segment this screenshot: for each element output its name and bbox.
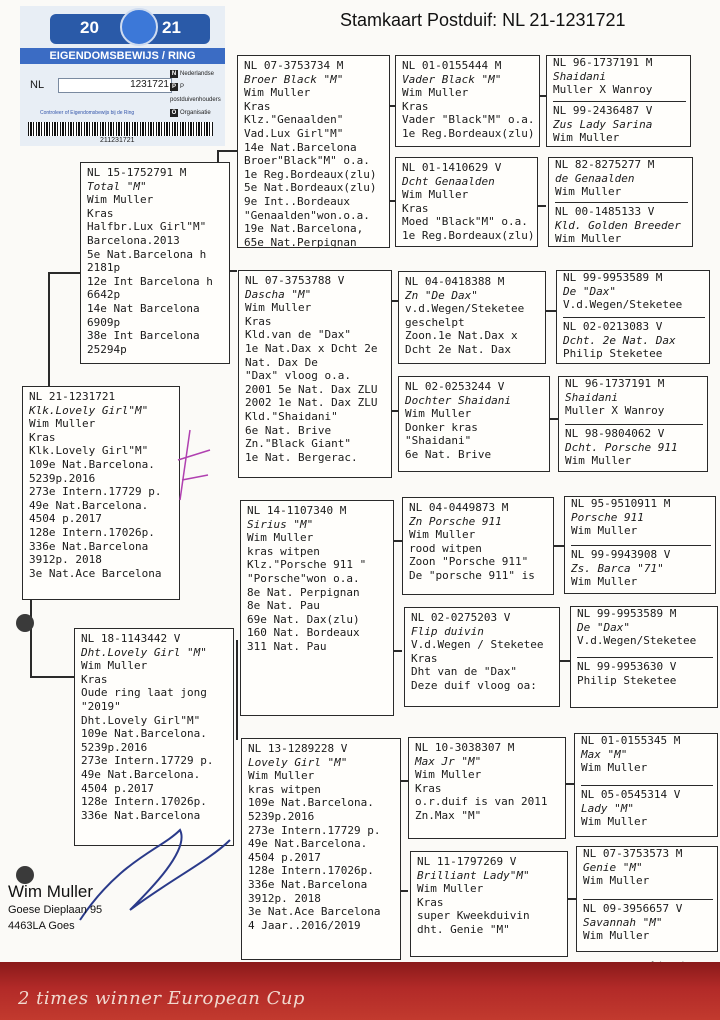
ancestor-pair-box: NL 07-3753573 M Genie "M" Wim Muller NL 09-3956657 V Savannah "M" Wim Muller xyxy=(576,846,718,952)
organisation-logo xyxy=(120,8,158,46)
barcode-number: 211231721 xyxy=(100,137,135,144)
ring-card-band: EIGENDOMSBEWIJS / RING xyxy=(20,48,225,64)
handwritten-signature xyxy=(60,820,240,940)
breeder-address: Goese Dieplaan 95 xyxy=(8,904,103,916)
paternal-grandsire-box: NL 07-3753734 M Broer Black "M" Wim Muller Kras Klz."Genaalden" Vad.Lux Girl"M" 14e Nat.Barcelona Broer"Black"M" o.a. 1e Reg.Bordeaux(zlu) 5e Nat.Bordeaux(zlu) 9e Int..Bordeaux "Genaalden"won.o.a. 19e Nat.Barcelona, 65e Nat.Perpignan xyxy=(237,55,390,248)
ring-number: NL 18-1143442 V xyxy=(81,632,181,645)
ring-card-country: NL xyxy=(30,79,45,91)
ring-card-note: Controleer of Eigendomsbewijs bij de Ring xyxy=(40,110,135,116)
breeder-city: 4463LA Goes xyxy=(8,920,75,932)
paternal-granddam-box: NL 07-3753788 V Dascha "M" Wim Muller Kras Kld.van de "Dax" 1e Nat.Dax x Dcht 2e Nat. Dax De "Dax" vloog o.a. 2001 5e Nat. Dax ZLU 2002 1e Nat. Dax ZLU Kld."Shaidani" 6e Nat. Brive Zn."Black Giant" 1e Nat. Bergerac. xyxy=(238,270,392,478)
ancestor-fmf-box: NL 04-0418388 M Zn "De Dax" v.d.Wegen/Steketee geschelpt Zoon.1e Nat.Dax x Dcht 2e Nat. Dax xyxy=(398,271,546,364)
ring-year-left: 20 xyxy=(80,18,99,37)
ring-card-number: 1231721 xyxy=(58,78,172,93)
page-title: Stamkaart Postduif: NL 21-1231721 xyxy=(340,10,626,30)
footer-slogan: 2 times winner European Cup xyxy=(18,988,305,1009)
punch-hole xyxy=(16,614,34,632)
pigeon-name: Dht.Lovely Girl "M" xyxy=(81,645,207,659)
ancestor-fff-box: NL 01-0155444 M Vader Black "M" Wim Muller Kras Vader "Black"M" o.a. 1e Reg.Bordeaux(zlu) xyxy=(395,55,540,147)
ancestor-ffm-box: NL 01-1410629 V Dcht Genaalden Wim Muller Kras Moed "Black"M" o.a. 1e Reg.Bordeaux(zlu) xyxy=(395,157,538,247)
ancestor-mmm-box: NL 11-1797269 V Brilliant Lady"M" Wim Muller Kras super Kweekduivin dht. Genie "M" xyxy=(410,851,568,957)
ring-number: NL 21-1231721 xyxy=(29,390,116,403)
ring-year-right: 21 xyxy=(162,18,181,37)
mother-box: NL 18-1143442 V Dht.Lovely Girl "M" Wim Muller Kras Oude ring laat jong "2019" Dht.Lovely Girl"M" 109e Nat.Barcelona. 5239p.2016 273e Intern.17729 p. 49e Nat.Barcelona. 4504 p.2017 128e Intern.17026p. 336e Nat.Barcelona xyxy=(74,628,234,846)
pen-mark xyxy=(160,420,220,520)
ancestor-mfm-box: NL 02-0275203 V Flip duivin V.d.Wegen / Steketee Kras Dht van de "Dax" Deze duif vloog oa: xyxy=(404,607,560,707)
ancestor-mmf-box: NL 10-3038307 M Max Jr "M" Wim Muller Kras o.r.duif is van 2011 Zn.Max "M" xyxy=(408,737,566,839)
ancestor-pair-box: NL 99-9953589 M De "Dax" V.d.Wegen/Steketee NL 02-0213083 V Dcht. 2e Nat. Dax Philip Steketee xyxy=(556,270,710,364)
ring-card-legend: N Nederlandse P P postduivenhouders O Organisatie xyxy=(170,71,221,116)
pigeon-name: Klk.Lovely Girl"M" xyxy=(29,403,149,417)
ancestor-fmm-box: NL 02-0253244 V Dochter Shaidani Wim Muller Donker kras "Shaidani" 6e Nat. Brive xyxy=(398,376,550,472)
owner: Wim Muller xyxy=(29,417,96,431)
maternal-grandsire-box: NL 14-1107340 M Sirius "M" Wim Muller kras witpen Klz."Porsche 911 " "Porsche"won o.a. 8e Nat. Perpignan 8e Nat. Pau 69e Nat. Dax(zlu) 160 Nat. Bordeaux 311 Nat. Pau xyxy=(240,500,394,716)
subject-pigeon-box: NL 21-1231721 Klk.Lovely Girl"M" Wim Muller Kras Klk.Lovely Girl"M" 109e Nat.Barcelona. 5239p.2016 273e Intern.17729 p. 49e Nat.Barcelona. 4504 p.2017 128e Intern.17026p. 336e Nat.Barcelona 3912p. 2018 3e Nat.Ace Barcelona xyxy=(22,386,180,600)
footer-banner xyxy=(0,962,720,1020)
ancestor-pair-box: NL 95-9510911 M Porsche 911 Wim Muller NL 99-9943908 V Zs. Barca "71" Wim Muller xyxy=(564,496,716,594)
ancestor-pair-box: NL 01-0155345 M Max "M" Wim Muller NL 05-0545314 V Lady "M" Wim Muller xyxy=(574,733,718,837)
owner: Wim Muller xyxy=(87,193,154,207)
father-box: NL 15-1752791 M Total "M" Wim Muller Kras Halfbr.Lux Girl"M" Barcelona.2013 5e Nat.Barcelona h 2181p 12e Int Barcelona h 6642p 14e Nat Barcelona 6909p 38e Int Barcelona 25294p xyxy=(80,162,230,364)
ancestor-pair-box: NL 99-9953589 M De "Dax" V.d.Wegen/Steketee NL 99-9953630 V Philip Steketee xyxy=(570,606,718,708)
maternal-granddam-box: NL 13-1289228 V Lovely Girl "M" Wim Muller kras witpen 109e Nat.Barcelona. 5239p.2016 273e Intern.17729 p. 49e Nat.Barcelona. 4504 p.2017 128e Intern.17026p. 336e Nat.Barcelona 3912p. 2018 3e Nat.Ace Barcelona 4 Jaar..2016/2019 xyxy=(241,738,401,960)
breeder-name: Wim Muller xyxy=(8,882,93,901)
barcode xyxy=(28,122,213,136)
ancestor-pair-box: NL 96-1737191 M Shaidani Muller X Wanroy NL 98-9804062 V Dcht. Porsche 911 Wim Muller xyxy=(558,376,708,472)
ring-ownership-card xyxy=(20,6,225,146)
ancestor-pair-box: NL 96-1737191 M Shaidani Muller X Wanroy NL 99-2436487 V Zus Lady Sarina Wim Muller xyxy=(546,55,691,147)
ancestor-pair-box: NL 82-8275277 M de Genaalden Wim Muller NL 00-1485133 V Kld. Golden Breeder Wim Muller xyxy=(548,157,693,247)
ancestor-mff-box: NL 04-0449873 M Zn Porsche 911 Wim Muller rood witpen Zoon "Porsche 911" De "porsche 911" is xyxy=(402,497,554,595)
owner: Wim Muller xyxy=(81,659,148,673)
ring-number: NL 15-1752791 M xyxy=(87,166,187,179)
pigeon-name: Total "M" xyxy=(87,179,147,193)
